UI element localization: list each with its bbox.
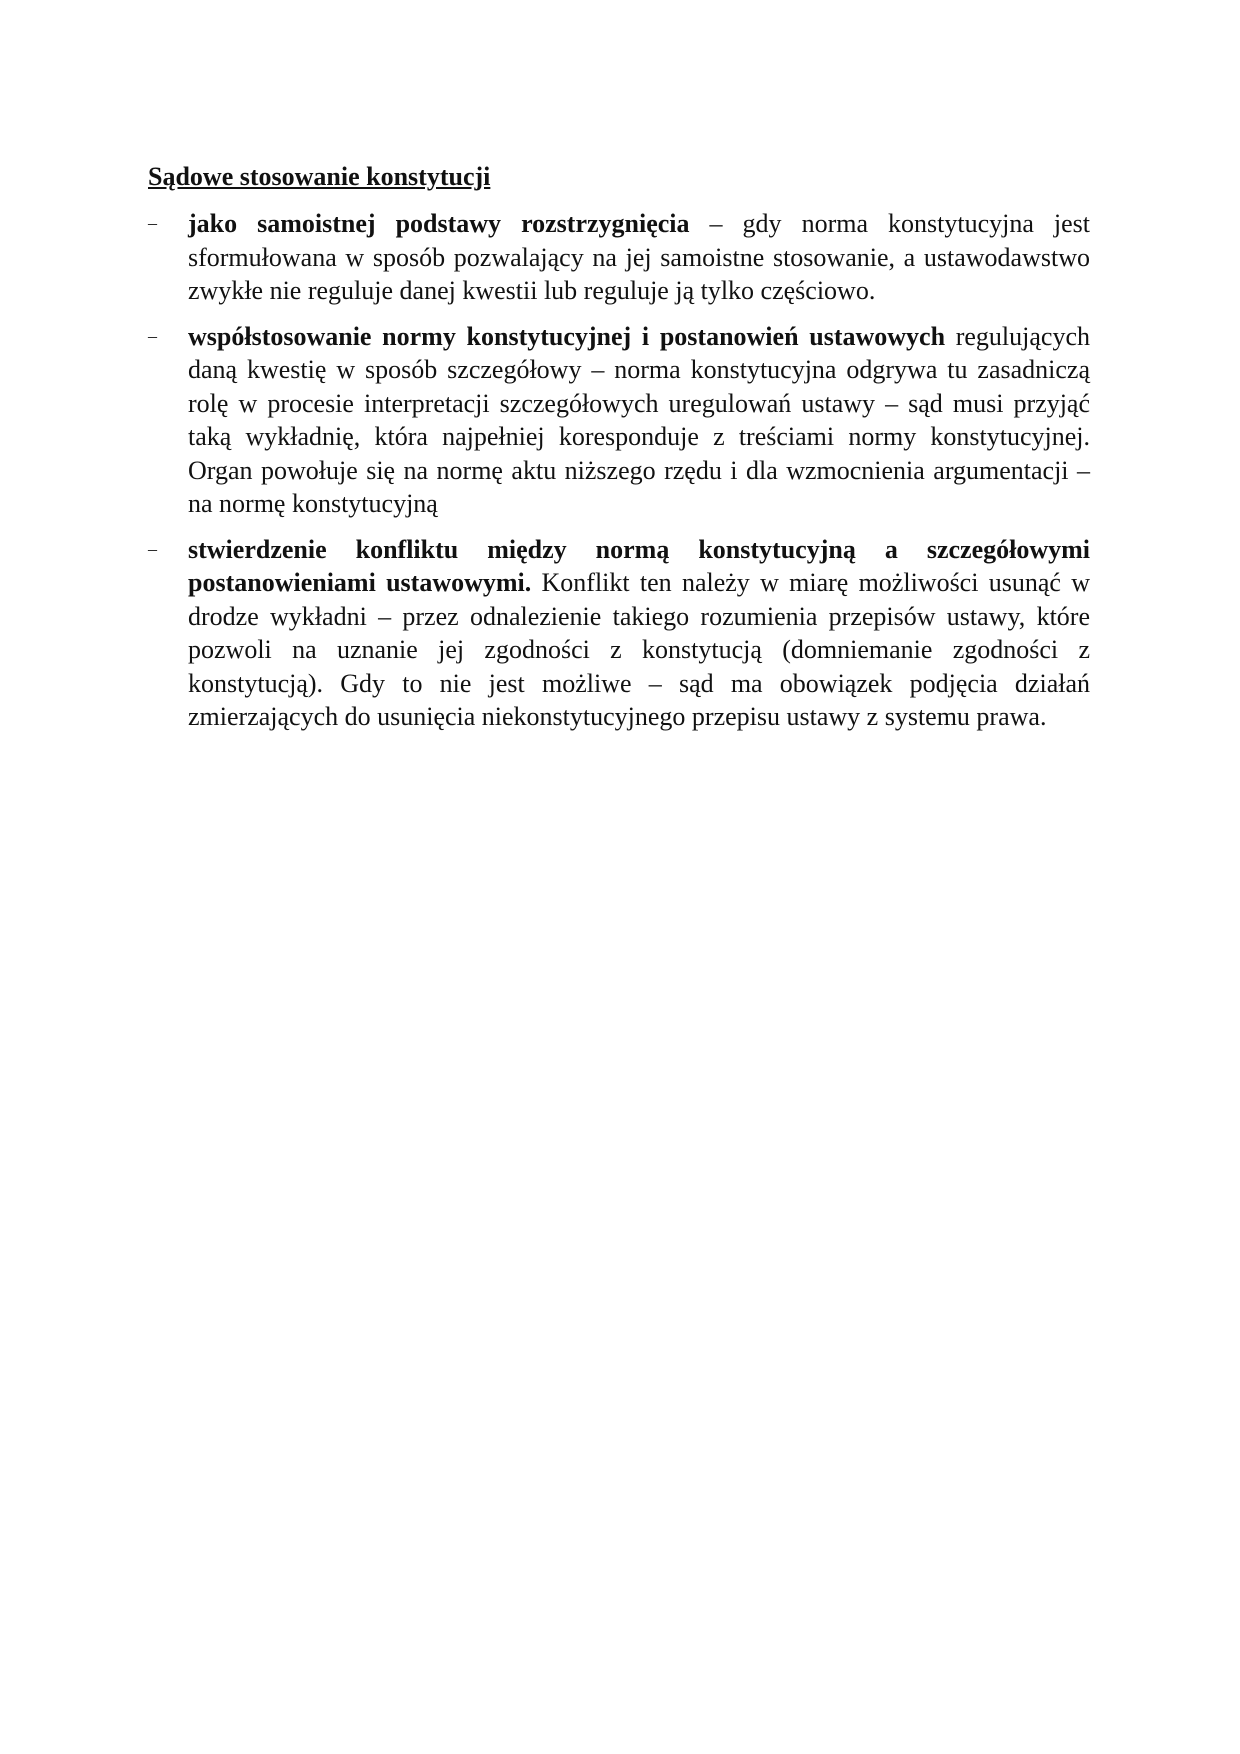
item-text: – gdy norma konstytucyjna jest sformułowana w sposób pozwalający na jej samoistne stosowanie, a ustawodawstwo zwykłe nie reguluje danej kwestii lub reguluje ją tylko częściowo.: [188, 209, 1090, 305]
dash-bullet-icon: –: [148, 213, 157, 233]
item-text: regulujących daną kwestię w sposób szczegółowy – norma konstytucyjna odgrywa tu zasadniczą rolę w procesie interpretacji szczegółowych uregulowań ustawy – sąd musi przyjąć taką wykładnię, która najpełniej koresponduje z treściami normy konstytucyjnej. Organ powołuje się na normę aktu niższego rzędu i dla wzmocnienia argumentacji – na normę konstytucyjną: [188, 321, 1090, 518]
document-title: Sądowe stosowanie konstytucji: [148, 162, 491, 191]
dash-bullet-icon: –: [148, 538, 157, 559]
item-heading: stwierdzenie konfliktu między normą konstytucyjną a szczegółowymi postanowieniami ustawowymi.: [188, 534, 1090, 597]
item-heading: jako samoistnej podstawy rozstrzygnięcia: [188, 209, 690, 238]
list-item: [140, 207, 1090, 308]
item-text: Konflikt ten należy w miarę możliwości usunąć w drodze wykładni – przez odnalezienie takiego rozumienia przepisów ustawy, które pozwoli na uznanie jej zgodności z konstytucją (domniemanie zgodności z konstytucją). Gdy to nie jest możliwe – sąd ma obowiązek podjęcia działań zmierzających do usunięcia niekonstytucyjnego przepisu ustawy z systemu prawa.: [188, 568, 1090, 731]
list-item: [140, 533, 1090, 734]
bullet-list: [140, 207, 1090, 746]
dash-bullet-icon: –: [148, 325, 157, 346]
item-heading: współstosowanie normy konstytucyjnej i postanowień ustawowych: [188, 321, 946, 351]
list-item: [140, 320, 1090, 521]
